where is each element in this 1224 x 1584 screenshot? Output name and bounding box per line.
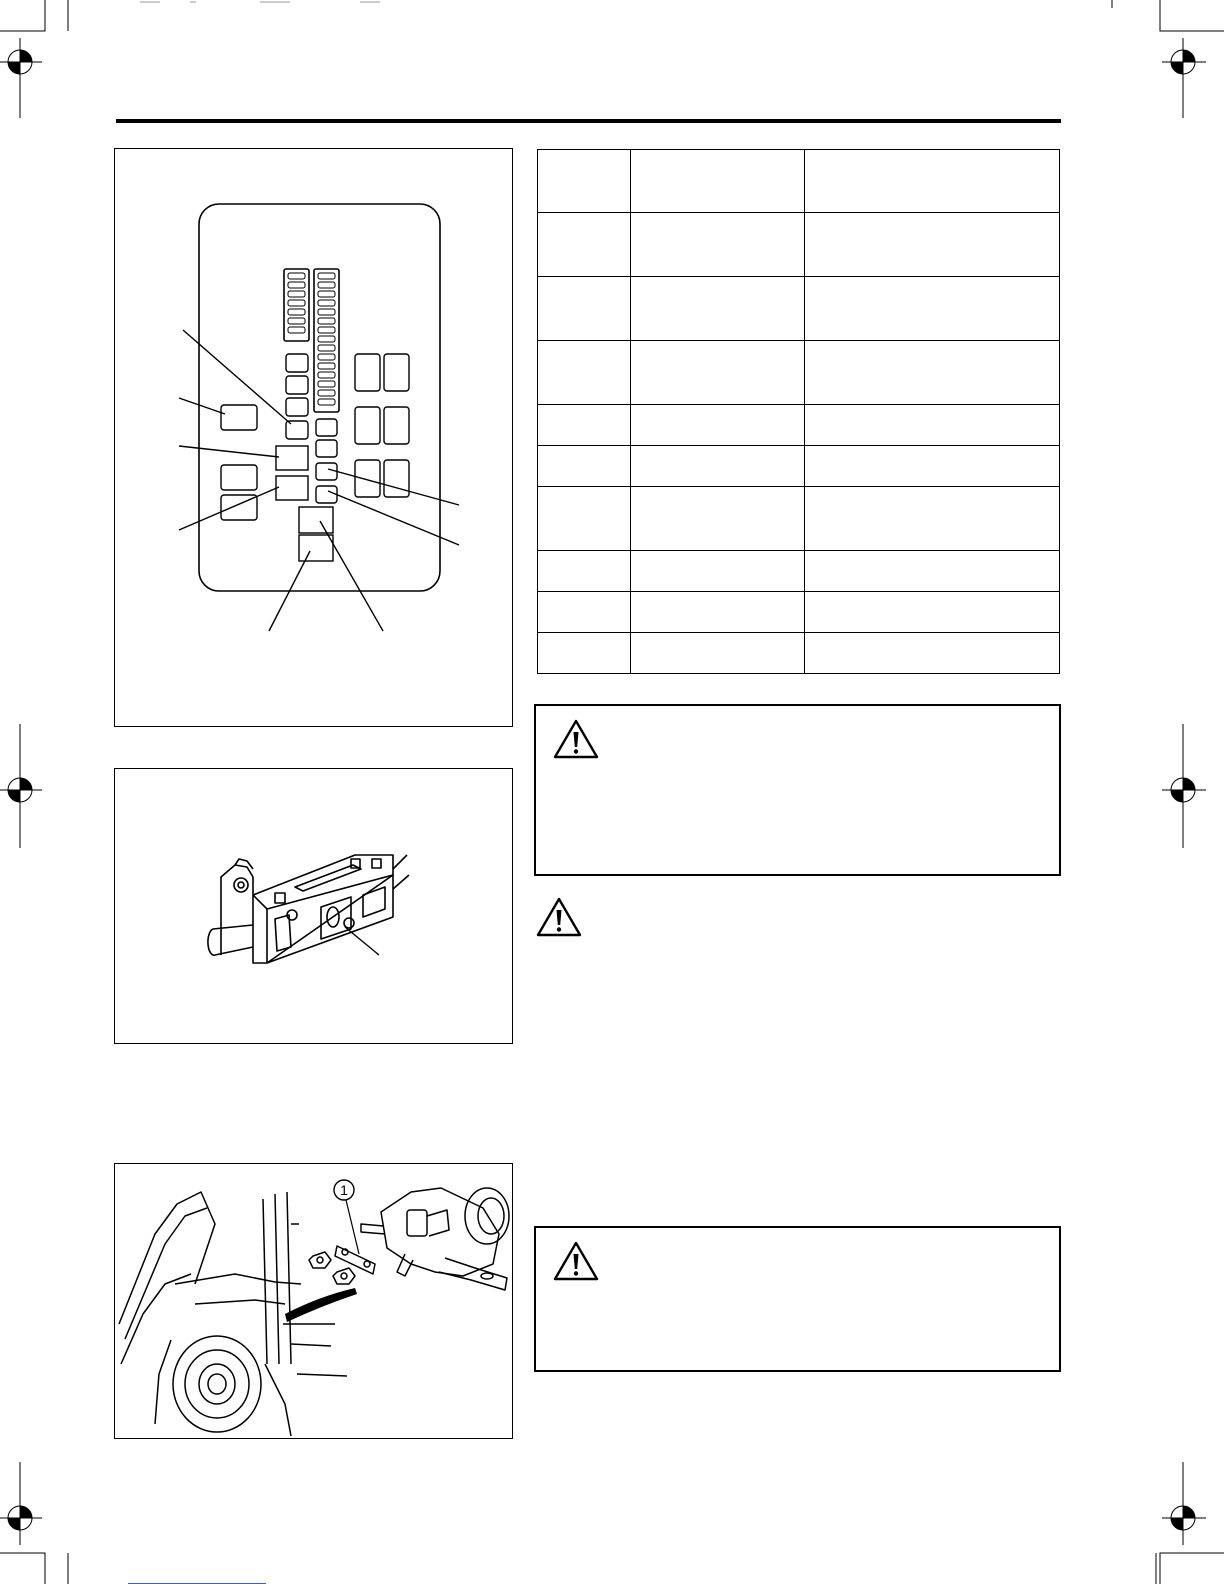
table-cell xyxy=(630,446,805,487)
table-cell xyxy=(630,341,805,405)
table-cell xyxy=(630,487,805,551)
table-cell xyxy=(538,551,631,592)
table-cell xyxy=(630,213,805,277)
starter-relay-illustration xyxy=(115,1164,514,1440)
callout-label: 1 xyxy=(340,1182,348,1198)
table-cell xyxy=(538,213,631,277)
table-cell xyxy=(805,592,1060,633)
table-cell xyxy=(805,277,1060,341)
fuse-box-figure xyxy=(114,148,513,727)
table-cell xyxy=(630,277,805,341)
table-cell xyxy=(805,446,1060,487)
table-row xyxy=(538,150,1060,213)
table-cell xyxy=(630,592,805,633)
table-cell xyxy=(805,633,1060,674)
table-cell xyxy=(630,150,805,213)
table-cell xyxy=(630,633,805,674)
table-cell xyxy=(805,150,1060,213)
table-cell xyxy=(538,405,631,446)
table-row xyxy=(538,487,1060,551)
table-row xyxy=(538,213,1060,277)
table-cell xyxy=(538,487,631,551)
warning-box-1 xyxy=(534,704,1061,876)
warning-box-2 xyxy=(534,1226,1061,1372)
table-cell xyxy=(538,150,631,213)
warning-triangle-icon xyxy=(535,896,583,938)
fuse-box-diagram xyxy=(115,149,514,728)
table-row xyxy=(538,633,1060,674)
table-row xyxy=(538,405,1060,446)
table-cell xyxy=(538,633,631,674)
table-cell xyxy=(805,487,1060,551)
starter-relay-figure xyxy=(114,1163,513,1439)
table-row xyxy=(538,277,1060,341)
table-row xyxy=(538,446,1060,487)
table-cell xyxy=(805,405,1060,446)
table-row xyxy=(538,551,1060,592)
warning-triangle-icon xyxy=(552,718,600,760)
fusible-link-holder-illustration xyxy=(115,769,514,1045)
header-rule xyxy=(116,119,1061,123)
table-cell xyxy=(805,551,1060,592)
table-cell xyxy=(630,551,805,592)
table-cell xyxy=(538,592,631,633)
fusible-link-figure xyxy=(114,768,513,1044)
table-cell xyxy=(805,341,1060,405)
table-cell xyxy=(538,277,631,341)
table-cell xyxy=(538,341,631,405)
fuse-table xyxy=(537,149,1060,674)
warning-triangle-icon xyxy=(552,1240,600,1282)
table-cell xyxy=(630,405,805,446)
table-row xyxy=(538,592,1060,633)
table-row xyxy=(538,341,1060,405)
table-cell xyxy=(805,213,1060,277)
table-cell xyxy=(538,446,631,487)
